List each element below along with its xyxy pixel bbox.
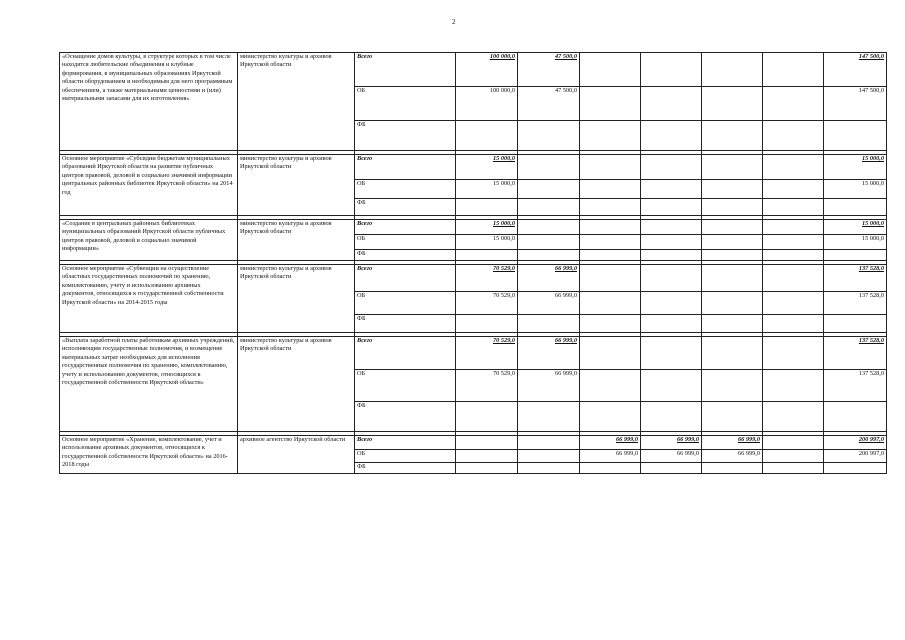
amount-cell: [518, 220, 580, 235]
measure-description: Основное мероприятие «Хранение, комплектование, учет и использование архивных документов, относящихся к государственной собственности Иркутской области» на 2016-2018 годы: [60, 436, 238, 474]
amount-cell: [580, 250, 641, 261]
amount-cell: [580, 155, 641, 180]
amount-cell: 15 000,0: [824, 235, 887, 250]
amount-cell: 15 000,0: [824, 155, 887, 180]
amount-cell: [641, 235, 702, 250]
amount-cell: [702, 402, 763, 432]
amount-cell: [580, 315, 641, 333]
amount-cell: 15 000,0: [456, 220, 518, 235]
amount-cell: [641, 121, 702, 151]
amount-cell: [518, 402, 580, 432]
funding-regional-label: ОБ: [355, 450, 456, 463]
funding-regional-label: ОБ: [355, 370, 456, 402]
amount-cell: [456, 402, 518, 432]
amount-cell: 70 529,0: [456, 292, 518, 315]
amount-cell: 147 500,0: [824, 87, 887, 121]
responsible-executor: министерство культуры и архивов Иркутской области: [238, 155, 355, 216]
amount-cell: [702, 199, 763, 216]
amount-cell: 66 999,0: [702, 450, 763, 463]
amount-cell: [763, 265, 824, 292]
amount-cell: [702, 220, 763, 235]
amount-cell: [518, 155, 580, 180]
amount-cell: 66 999,0: [702, 436, 763, 450]
amount-cell: [824, 250, 887, 261]
amount-cell: 70 529,0: [456, 370, 518, 402]
amount-cell: [641, 315, 702, 333]
amount-cell: [763, 53, 824, 87]
amount-cell: [763, 315, 824, 333]
page-number: 2: [452, 18, 456, 26]
amount-cell: 66 999,0: [580, 450, 641, 463]
responsible-executor: министерство культуры и архивов Иркутской области: [238, 220, 355, 261]
measure-description: Основное мероприятие «Субвенции на осуществление областных государственных полномочий по хранению, комплектованию, учету и использованию архивных документов, относящихся к государственной собственности Иркутской области» на 2014-2015 годы: [60, 265, 238, 333]
amount-cell: [518, 450, 580, 463]
amount-cell: 137 528,0: [824, 292, 887, 315]
amount-cell: [641, 370, 702, 402]
amount-cell: 147 500,0: [824, 53, 887, 87]
responsible-executor: министерство культуры и архивов Иркутской области: [238, 337, 355, 432]
amount-cell: 200 997,0: [824, 436, 887, 450]
amount-cell: [824, 121, 887, 151]
table-row: [60, 155, 887, 180]
amount-cell: 70 529,0: [456, 337, 518, 370]
funding-total-label: Всего: [355, 53, 456, 87]
amount-cell: 200 997,0: [824, 450, 887, 463]
amount-cell: [580, 463, 641, 474]
funding-regional-label: ОБ: [355, 87, 456, 121]
amount-cell: [580, 265, 641, 292]
funding-federal-label: ФБ: [355, 199, 456, 216]
amount-cell: [702, 315, 763, 333]
amount-cell: [702, 370, 763, 402]
amount-cell: [763, 235, 824, 250]
amount-cell: [641, 402, 702, 432]
amount-cell: [824, 199, 887, 216]
amount-cell: 47 500,0: [518, 53, 580, 87]
amount-cell: 66 999,0: [641, 436, 702, 450]
amount-cell: [456, 436, 518, 450]
amount-cell: 15 000,0: [456, 235, 518, 250]
funding-regional-label: ОБ: [355, 180, 456, 199]
amount-cell: [763, 436, 824, 450]
amount-cell: [580, 199, 641, 216]
funding-total-label: Всего: [355, 265, 456, 292]
amount-cell: [702, 121, 763, 151]
amount-cell: [763, 180, 824, 199]
funding-federal-label: ФБ: [355, 463, 456, 474]
amount-cell: [824, 463, 887, 474]
funding-federal-label: ФБ: [355, 121, 456, 151]
amount-cell: 66 999,0: [518, 265, 580, 292]
amount-cell: [518, 436, 580, 450]
amount-cell: [702, 155, 763, 180]
amount-cell: [580, 87, 641, 121]
amount-cell: 15 000,0: [456, 180, 518, 199]
table-row: [60, 220, 887, 235]
amount-cell: [456, 199, 518, 216]
amount-cell: [456, 450, 518, 463]
amount-cell: 66 999,0: [641, 450, 702, 463]
amount-cell: 100 000,0: [456, 87, 518, 121]
measure-description: «Оснащение домов культуры, в структуре которых в том числе находятся любительские объединения и клубные формирования, в муниципальных образованиях Иркутской области оборудованием и необходимым для него программным обеспечением, а также материальными ценностями и (или) материальными запасами для их изготовления»: [60, 53, 238, 151]
amount-cell: [763, 370, 824, 402]
amount-cell: [580, 402, 641, 432]
amount-cell: 137 528,0: [824, 337, 887, 370]
amount-cell: [641, 155, 702, 180]
amount-cell: [456, 463, 518, 474]
funding-total-label: Всего: [355, 155, 456, 180]
responsible-executor: архивное агентство Иркутской области: [238, 436, 355, 474]
amount-cell: [456, 121, 518, 151]
amount-cell: 100 000,0: [456, 53, 518, 87]
amount-cell: [763, 402, 824, 432]
amount-cell: [702, 53, 763, 87]
amount-cell: [763, 250, 824, 261]
amount-cell: [702, 265, 763, 292]
measure-description: Основное мероприятие «Субсидии бюджетам муниципальных образований Иркутской области на развитие публичных центров правовой, деловой и социально значимой информации центральных районных библиотек Иркутской области» на 2014 год: [60, 155, 238, 216]
amount-cell: [456, 315, 518, 333]
amount-cell: [518, 463, 580, 474]
amount-cell: [763, 87, 824, 121]
amount-cell: [641, 87, 702, 121]
amount-cell: 66 999,0: [580, 436, 641, 450]
amount-cell: [456, 250, 518, 261]
table-row: [60, 53, 887, 87]
amount-cell: [641, 180, 702, 199]
amount-cell: [702, 250, 763, 261]
amount-cell: [580, 180, 641, 199]
amount-cell: [763, 121, 824, 151]
amount-cell: [763, 199, 824, 216]
amount-cell: 15 000,0: [824, 180, 887, 199]
amount-cell: [580, 337, 641, 370]
amount-cell: [580, 220, 641, 235]
amount-cell: 15 000,0: [456, 155, 518, 180]
amount-cell: [641, 199, 702, 216]
measure-description: «Выплата заработной платы работникам архивных учреждений, исполняющим государственные полномочия, и возмещение материальных затрат необходимых для исполнения государственные полномочия по хранению, комплектованию, учету и использованию документов, относящихся к государственной собственности Иркутской области»: [60, 337, 238, 432]
amount-cell: [641, 250, 702, 261]
amount-cell: [518, 250, 580, 261]
amount-cell: [641, 337, 702, 370]
amount-cell: [641, 463, 702, 474]
budget-table: [59, 52, 887, 474]
amount-cell: 70 529,0: [456, 265, 518, 292]
amount-cell: [763, 292, 824, 315]
amount-cell: [763, 463, 824, 474]
funding-regional-label: ОБ: [355, 235, 456, 250]
amount-cell: 47 500,0: [518, 87, 580, 121]
responsible-executor: министерство культуры и архивов Иркутской области: [238, 265, 355, 333]
measure-description: «Создание в центральных районных библиотеках муниципальных образований Иркутской области публичных центров правовой, деловой и социально значимой информации»: [60, 220, 238, 261]
table-row: [60, 337, 887, 370]
amount-cell: [763, 155, 824, 180]
amount-cell: [580, 121, 641, 151]
amount-cell: [702, 292, 763, 315]
table-row: [60, 436, 887, 450]
amount-cell: [702, 337, 763, 370]
funding-federal-label: ФБ: [355, 250, 456, 261]
amount-cell: [763, 450, 824, 463]
amount-cell: [641, 292, 702, 315]
funding-federal-label: ФБ: [355, 315, 456, 333]
amount-cell: [518, 199, 580, 216]
amount-cell: [702, 87, 763, 121]
amount-cell: [518, 121, 580, 151]
amount-cell: [763, 337, 824, 370]
amount-cell: [518, 235, 580, 250]
amount-cell: [518, 180, 580, 199]
funding-total-label: Всего: [355, 220, 456, 235]
amount-cell: 15 000,0: [824, 220, 887, 235]
amount-cell: [580, 370, 641, 402]
funding-regional-label: ОБ: [355, 292, 456, 315]
amount-cell: [580, 235, 641, 250]
amount-cell: [641, 265, 702, 292]
amount-cell: [641, 220, 702, 235]
amount-cell: 66 999,0: [518, 337, 580, 370]
responsible-executor: министерство культуры и архивов Иркутской области: [238, 53, 355, 151]
amount-cell: [518, 315, 580, 333]
amount-cell: [580, 53, 641, 87]
amount-cell: [580, 292, 641, 315]
amount-cell: 137 528,0: [824, 370, 887, 402]
funding-total-label: Всего: [355, 436, 456, 450]
table-row: [60, 265, 887, 292]
funding-total-label: Всего: [355, 337, 456, 370]
amount-cell: 66 999,0: [518, 292, 580, 315]
amount-cell: [702, 180, 763, 199]
amount-cell: [824, 402, 887, 432]
amount-cell: 66 999,0: [518, 370, 580, 402]
amount-cell: [702, 235, 763, 250]
amount-cell: [641, 53, 702, 87]
funding-federal-label: ФБ: [355, 402, 456, 432]
amount-cell: 137 528,0: [824, 265, 887, 292]
amount-cell: [824, 315, 887, 333]
amount-cell: [702, 463, 763, 474]
amount-cell: [763, 220, 824, 235]
